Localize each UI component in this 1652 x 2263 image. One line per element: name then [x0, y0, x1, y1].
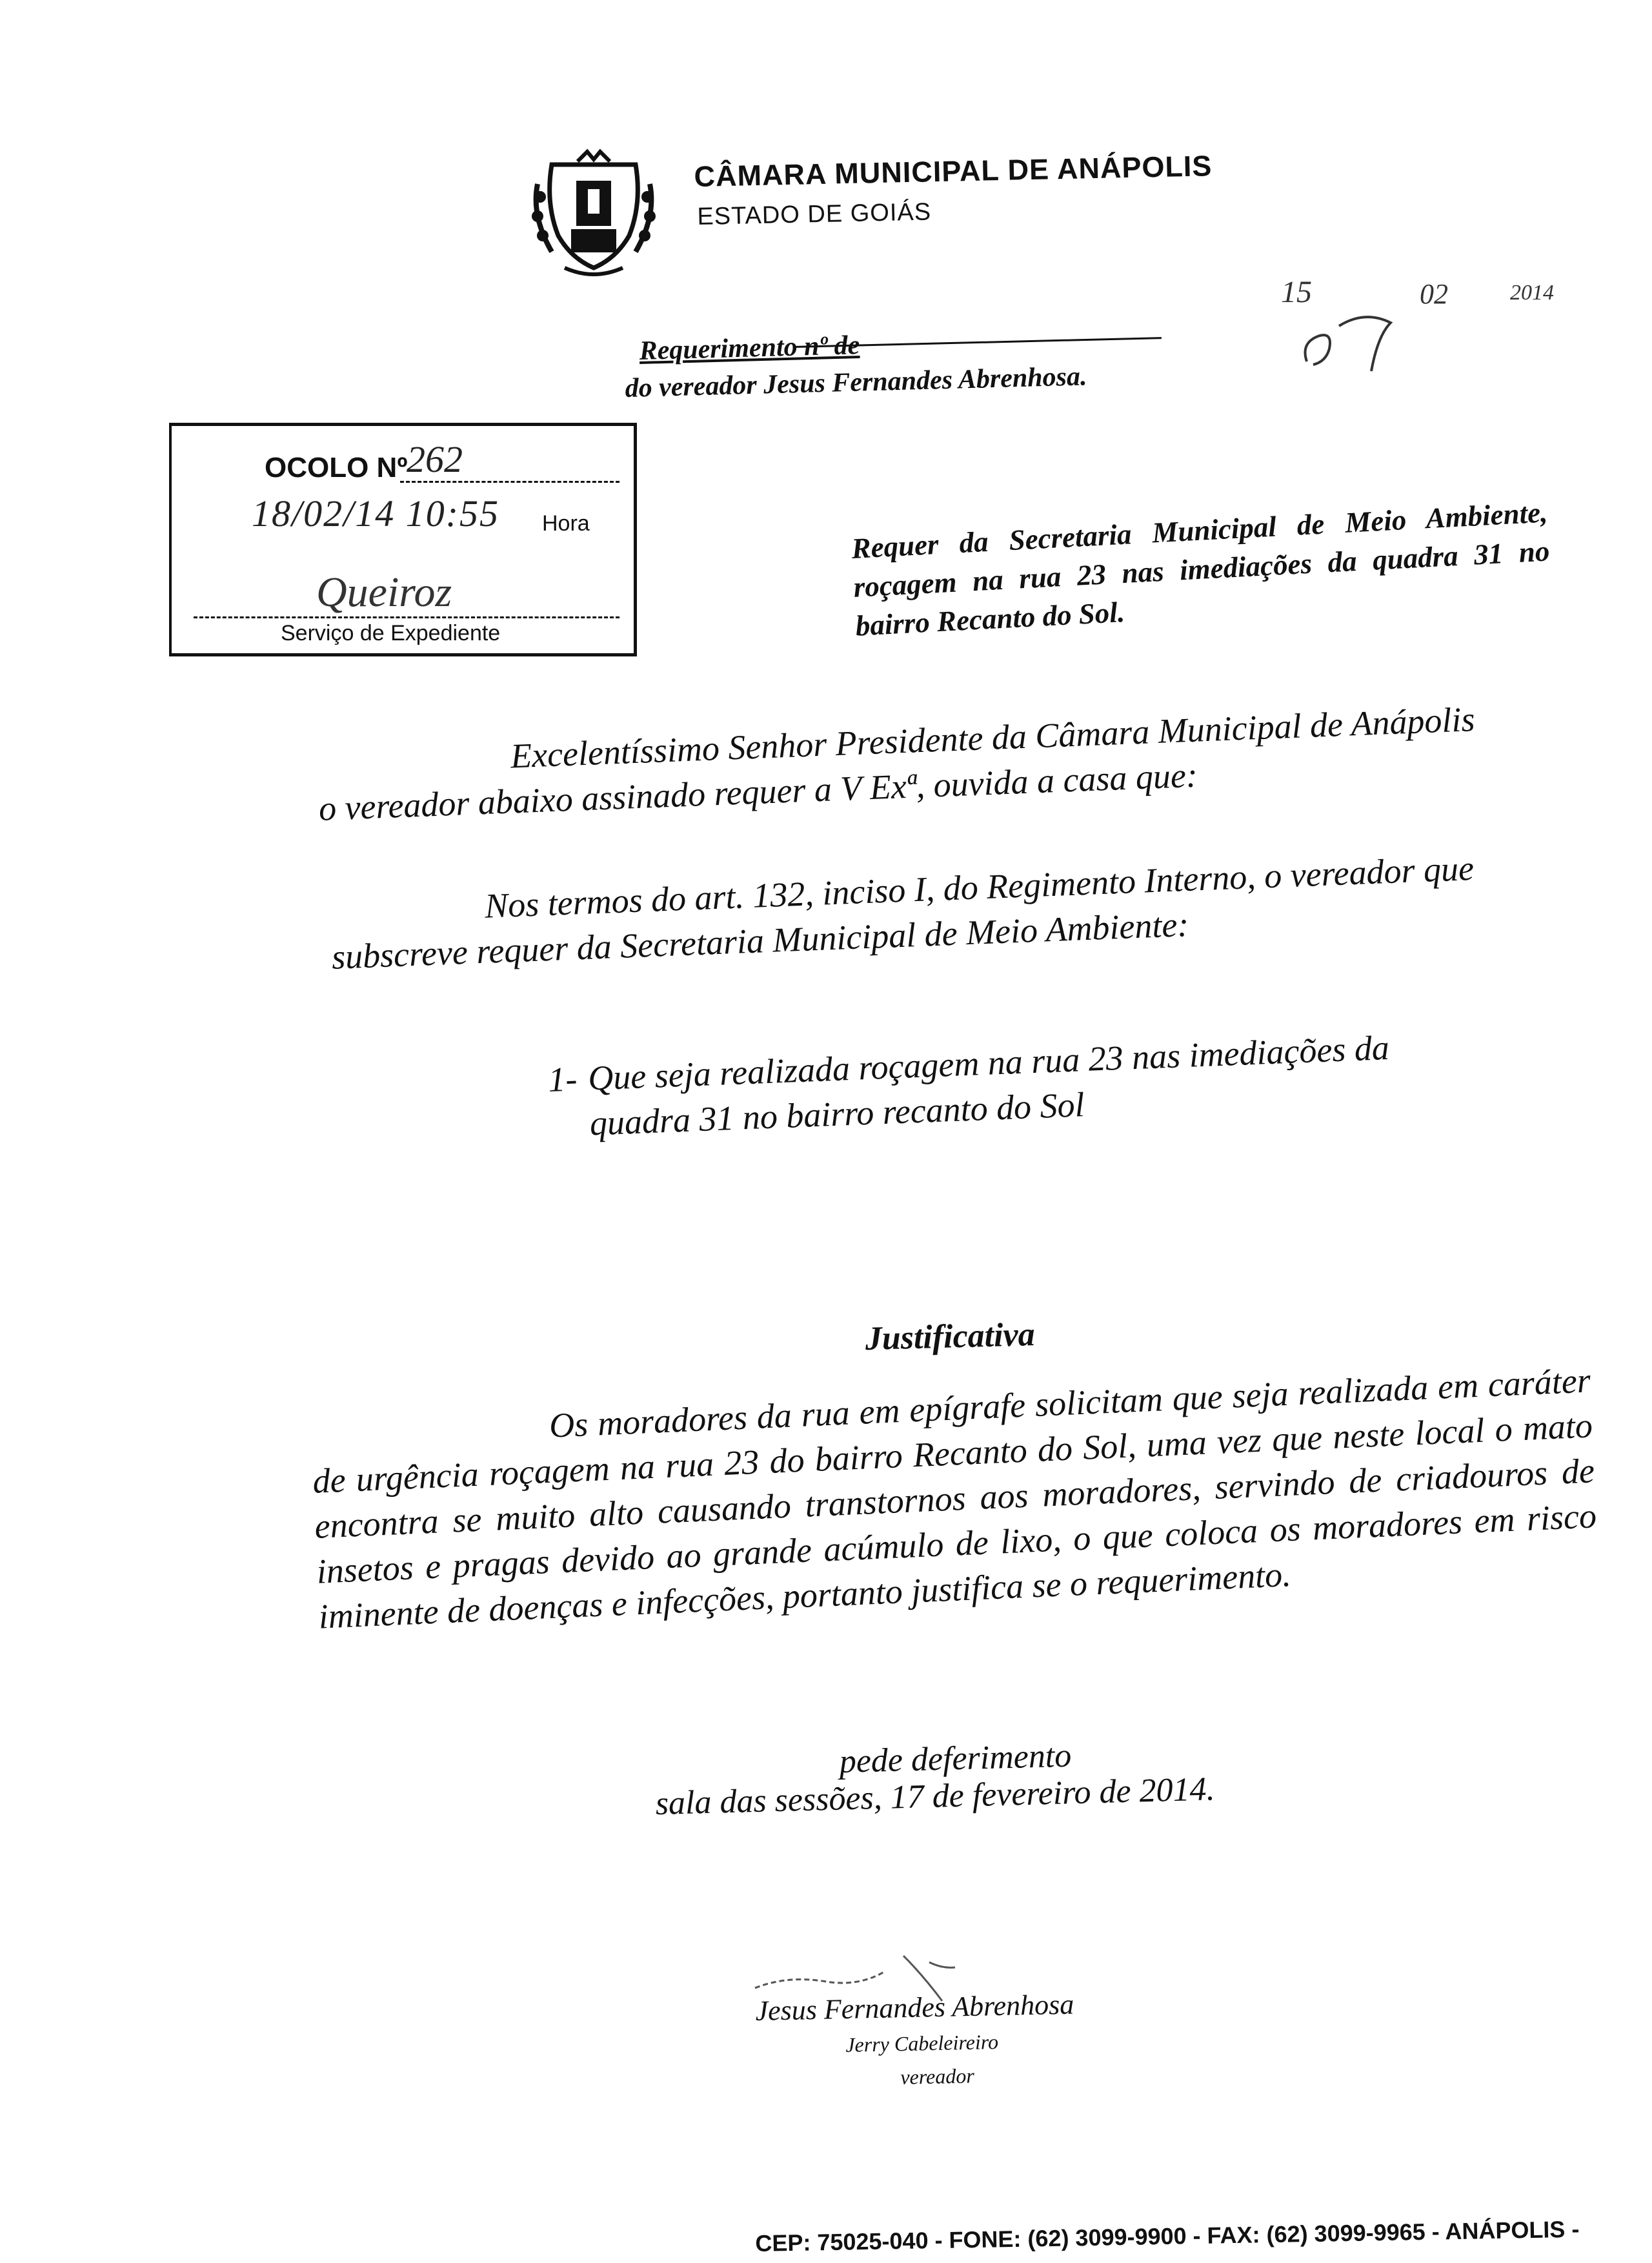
legal-basis-line-2: subscreve requer da Secretaria Municipal de Meio Ambiente:: [330, 904, 1190, 977]
handwritten-mark-icon: [1294, 303, 1423, 374]
stamp-signature: Queiroz: [316, 569, 452, 616]
request-title: Requerimento nº de: [639, 330, 860, 366]
signer-role: vereador: [900, 2064, 975, 2089]
stamp-signature-rule: [194, 616, 620, 620]
justification-body: Os moradores da rua em epígrafe solicitam que seja realizada em caráter de urgência roçagem na rua 23 do bairro Recanto do Sol, uma vez que neste local o mato encontra se muito alto causando transtornos aos moradores, servindo de criadouros de insetos e pragas devido ao grande acúmulo de lixo, o que coloca os moradores em risco iminente de doenças e infecções, portanto justifica se o requerimento.: [312, 1361, 1598, 1636]
signer-name: Jesus Fernandes Abrenhosa: [755, 1988, 1074, 2027]
institution-state: ESTADO DE GOIÁS: [697, 198, 932, 230]
signer-nickname: Jerry Cabeleireiro: [845, 2030, 999, 2056]
handwritten-month: 02: [1420, 278, 1448, 310]
request-summary: Requer da Secretaria Municipal de Meio Ambiente, roçagem na rua 23 nas imediações da quadra 31 no bairro Recanto do Sol.: [851, 496, 1551, 642]
institution-name: CÂMARA MUNICIPAL DE ANÁPOLIS: [694, 149, 1213, 193]
stamp-service: Serviço de Expediente: [281, 621, 501, 645]
salutation-line-1: Excelentíssimo Senhor Presidente da Câmara Municipal de Anápolis: [509, 700, 1476, 776]
stamp-number: 262: [407, 438, 463, 480]
justification-title: Justificativa: [865, 1316, 1036, 1357]
closing-place-date: sala das sessões, 17 de fevereiro de 2014.: [655, 1771, 1216, 1822]
item-line-1: Que seja realizada roçagem na rua 23 nas imediações da: [587, 1028, 1390, 1098]
stamp-label: OCOLO Nº: [265, 452, 408, 483]
salutation-line-2: o vereador abaixo assinado requer a V Exª, ouvida a casa que:: [317, 755, 1198, 828]
stamp-date-time: 18/02/14 10:55: [252, 492, 500, 534]
salutation: [316, 693, 1571, 831]
legal-basis: [329, 842, 1571, 980]
item-line-2: quadra 31 no bairro recanto do Sol: [589, 1085, 1085, 1143]
request-author: do vereador Jesus Fernandes Abrenhosa.: [625, 361, 1088, 403]
closing-request: pede deferimento: [839, 1737, 1072, 1780]
stamp-number-rule: [400, 481, 620, 485]
item-number: 1-: [547, 1059, 578, 1099]
handwritten-year: 2014: [1510, 281, 1554, 305]
handwritten-day: 15: [1281, 275, 1312, 309]
footer-contact: CEP: 75025-040 - FONE: (62) 3099-9900 - FAX: (62) 3099-9965 - ANÁPOLIS -: [755, 2215, 1580, 2257]
municipal-crest-icon: [526, 145, 661, 281]
legal-basis-line-1: Nos termos do art. 132, inciso I, do Regimento Interno, o vereador que: [484, 848, 1475, 926]
justification-text: [310, 1357, 1599, 1639]
request-item: [547, 1018, 1576, 1148]
stamp-hora-label: Hora: [542, 511, 590, 536]
